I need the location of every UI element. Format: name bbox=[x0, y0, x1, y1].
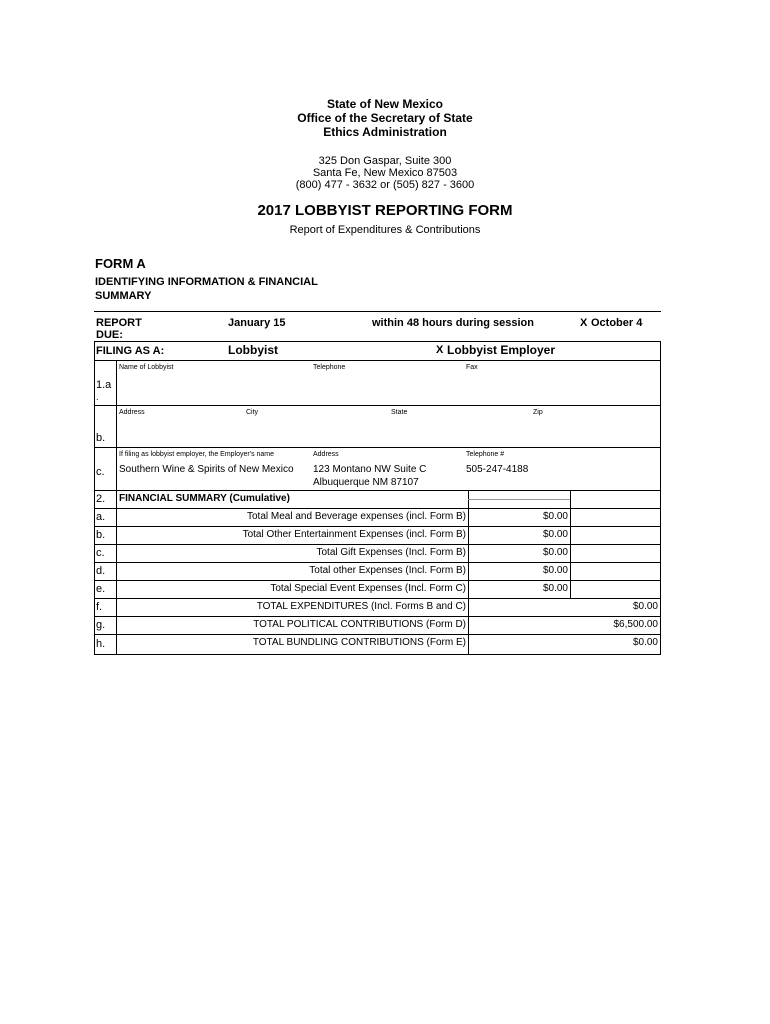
summary-letter: c. bbox=[96, 547, 105, 559]
form-a-label: FORM A bbox=[95, 256, 146, 271]
filing-as-lobbyist[interactable]: Lobbyist bbox=[228, 343, 278, 357]
row-b-number: b. bbox=[96, 432, 106, 444]
summary-description: Total Other Entertainment Expenses (incl. Form B) bbox=[242, 529, 466, 540]
section-title-line1: IDENTIFYING INFORMATION & FINANCIAL bbox=[95, 276, 318, 288]
summary-amount[interactable]: $0.00 bbox=[542, 547, 568, 558]
summary-letter: h. bbox=[96, 638, 106, 650]
summary-letter: a. bbox=[96, 511, 106, 523]
lobbyist-telephone-label: Telephone bbox=[313, 364, 346, 371]
summary-total-amount[interactable]: $6,500.00 bbox=[613, 619, 658, 630]
lobbyist-zip-label: Zip bbox=[533, 409, 543, 416]
lobbyist-fax-label: Fax bbox=[466, 364, 478, 371]
agency-division: Ethics Administration bbox=[323, 125, 447, 139]
financial-summary-title: FINANCIAL SUMMARY (Cumulative) bbox=[119, 493, 290, 504]
summary-total-amount[interactable]: $0.00 bbox=[632, 601, 658, 612]
summary-description: Total Gift Expenses (Incl. Form B) bbox=[316, 547, 466, 558]
employer-telephone-label: Telephone # bbox=[466, 451, 505, 458]
report-due-label-2: DUE: bbox=[96, 329, 123, 341]
row-1a-number: 1.a bbox=[96, 379, 112, 391]
filing-as-employer-mark[interactable]: X bbox=[436, 344, 444, 356]
report-due-october[interactable]: October 4 bbox=[591, 317, 643, 329]
form-subtitle: Report of Expenditures & Contributions bbox=[289, 224, 481, 236]
agency-city: Santa Fe, New Mexico 87503 bbox=[312, 167, 458, 179]
summary-letter: f. bbox=[96, 601, 103, 613]
employer-telephone[interactable]: 505-247-4188 bbox=[466, 464, 529, 475]
summary-description: TOTAL EXPENDITURES (Incl. Forms B and C) bbox=[256, 601, 466, 612]
summary-amount[interactable]: $0.00 bbox=[542, 529, 568, 540]
report-due-label-1: REPORT bbox=[96, 317, 142, 329]
agency-office: Office of the Secretary of State bbox=[297, 111, 473, 125]
summary-description: Total Special Event Expenses (Incl. Form C) bbox=[270, 583, 466, 594]
summary-total-amount[interactable]: $0.00 bbox=[632, 637, 658, 648]
employer-address-line1[interactable]: 123 Montano NW Suite C bbox=[313, 464, 427, 475]
employer-address-line2[interactable]: Albuquerque NM 87107 bbox=[313, 477, 419, 488]
lobbyist-city-label: City bbox=[246, 409, 259, 416]
name-of-lobbyist-label: Name of Lobbyist bbox=[119, 364, 174, 371]
row-c-number: c. bbox=[96, 466, 105, 478]
summary-letter: g. bbox=[96, 619, 106, 631]
report-due-48-hours[interactable]: within 48 hours during session bbox=[372, 317, 534, 329]
section-title-line2: SUMMARY bbox=[95, 290, 152, 302]
row-1a-dot: . bbox=[96, 392, 99, 402]
agency-name: State of New Mexico bbox=[326, 97, 444, 111]
summary-amount[interactable]: $0.00 bbox=[542, 583, 568, 594]
summary-description: Total Meal and Beverage expenses (incl. Form B) bbox=[247, 511, 466, 522]
report-due-october-mark[interactable]: X bbox=[580, 317, 588, 329]
financial-summary-number: 2. bbox=[96, 493, 106, 505]
summary-amount[interactable]: $0.00 bbox=[542, 565, 568, 576]
lobbyist-name-field[interactable] bbox=[118, 372, 658, 402]
summary-letter: d. bbox=[96, 565, 106, 577]
employer-name-label: If filing as lobbyist employer, the Employer's name bbox=[119, 451, 275, 458]
form-title: 2017 LOBBYIST REPORTING FORM bbox=[257, 202, 513, 219]
report-due-january[interactable]: January 15 bbox=[228, 317, 286, 329]
lobbyist-address-label: Address bbox=[119, 409, 145, 416]
summary-description: TOTAL BUNDLING CONTRIBUTIONS (Form E) bbox=[252, 637, 466, 648]
employer-address-label: Address bbox=[313, 451, 339, 458]
agency-street: 325 Don Gaspar, Suite 300 bbox=[318, 155, 452, 167]
summary-letter: b. bbox=[96, 529, 106, 541]
lobbyist-state-label: State bbox=[391, 409, 408, 416]
agency-phone: (800) 477 - 3632 or (505) 827 - 3600 bbox=[295, 179, 475, 191]
filing-as-employer[interactable]: Lobbyist Employer bbox=[447, 343, 556, 357]
lobbyist-address-field[interactable] bbox=[118, 418, 658, 445]
summary-letter: e. bbox=[96, 583, 106, 595]
summary-description: Total other Expenses (Incl. Form B) bbox=[309, 565, 466, 576]
summary-amount[interactable]: $0.00 bbox=[542, 511, 568, 522]
employer-name[interactable]: Southern Wine & Spirits of New Mexico bbox=[119, 464, 294, 475]
summary-description: TOTAL POLITICAL CONTRIBUTIONS (Form D) bbox=[253, 619, 466, 630]
filing-as-label: FILING AS A: bbox=[96, 345, 165, 357]
